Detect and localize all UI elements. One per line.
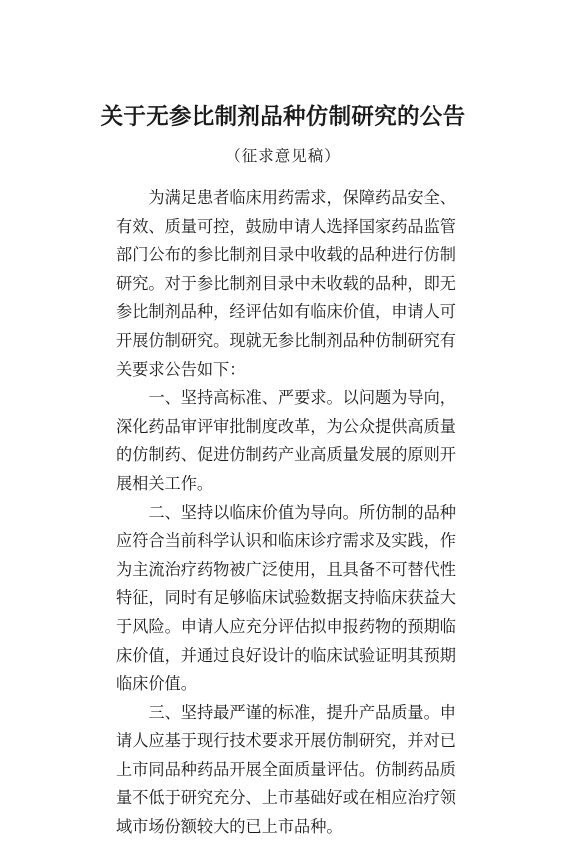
section-three-paragraph: 三、坚持最严谨的标准，提升产品质量。申请人应基于现行技术要求开展仿制研究，并对已上市同品种药品开展全面质量评估。仿制药品质量不低于研究充分、上市基础好或在相应治疗领域市场份额较大的已上市品种。	[116, 702, 456, 837]
document-subtitle: （征求意见稿）	[225, 147, 341, 165]
section-one-paragraph: 一、坚持高标准、严要求。以问题为导向，深化药品审评审批制度改革，为公众提供高质量的仿制药、促进仿制药产业高质量发展的原则开展相关工作。	[116, 388, 456, 493]
section-two-paragraph: 二、坚持以临床价值为导向。所仿制的品种应符合当前科学认识和临床诊疗需求及实践，作为主流治疗药物被广泛使用，且具备不可替代性特征，同时有足够临床试验数据支持临床获益大于风险。申请人应充分评估拟申报药物的预期临床价值，并通过良好设计的临床试验证明其预期临床价值。	[116, 502, 456, 694]
intro-paragraph: 为满足患者临床用药需求，保障药品安全、有效、质量可控，鼓励申请人选择国家药品监管部门公布的参比制剂目录中收载的品种进行仿制研究。对于参比制剂目录中未收载的品种，即无参比制剂品种，经评估如有临床价值，申请人可开展仿制研究。现就无参比制剂品种仿制研究有关要求公告如下：	[116, 188, 456, 379]
document-body	[116, 184, 456, 842]
document-title: 关于无参比制剂品种仿制研究的公告	[100, 104, 466, 130]
